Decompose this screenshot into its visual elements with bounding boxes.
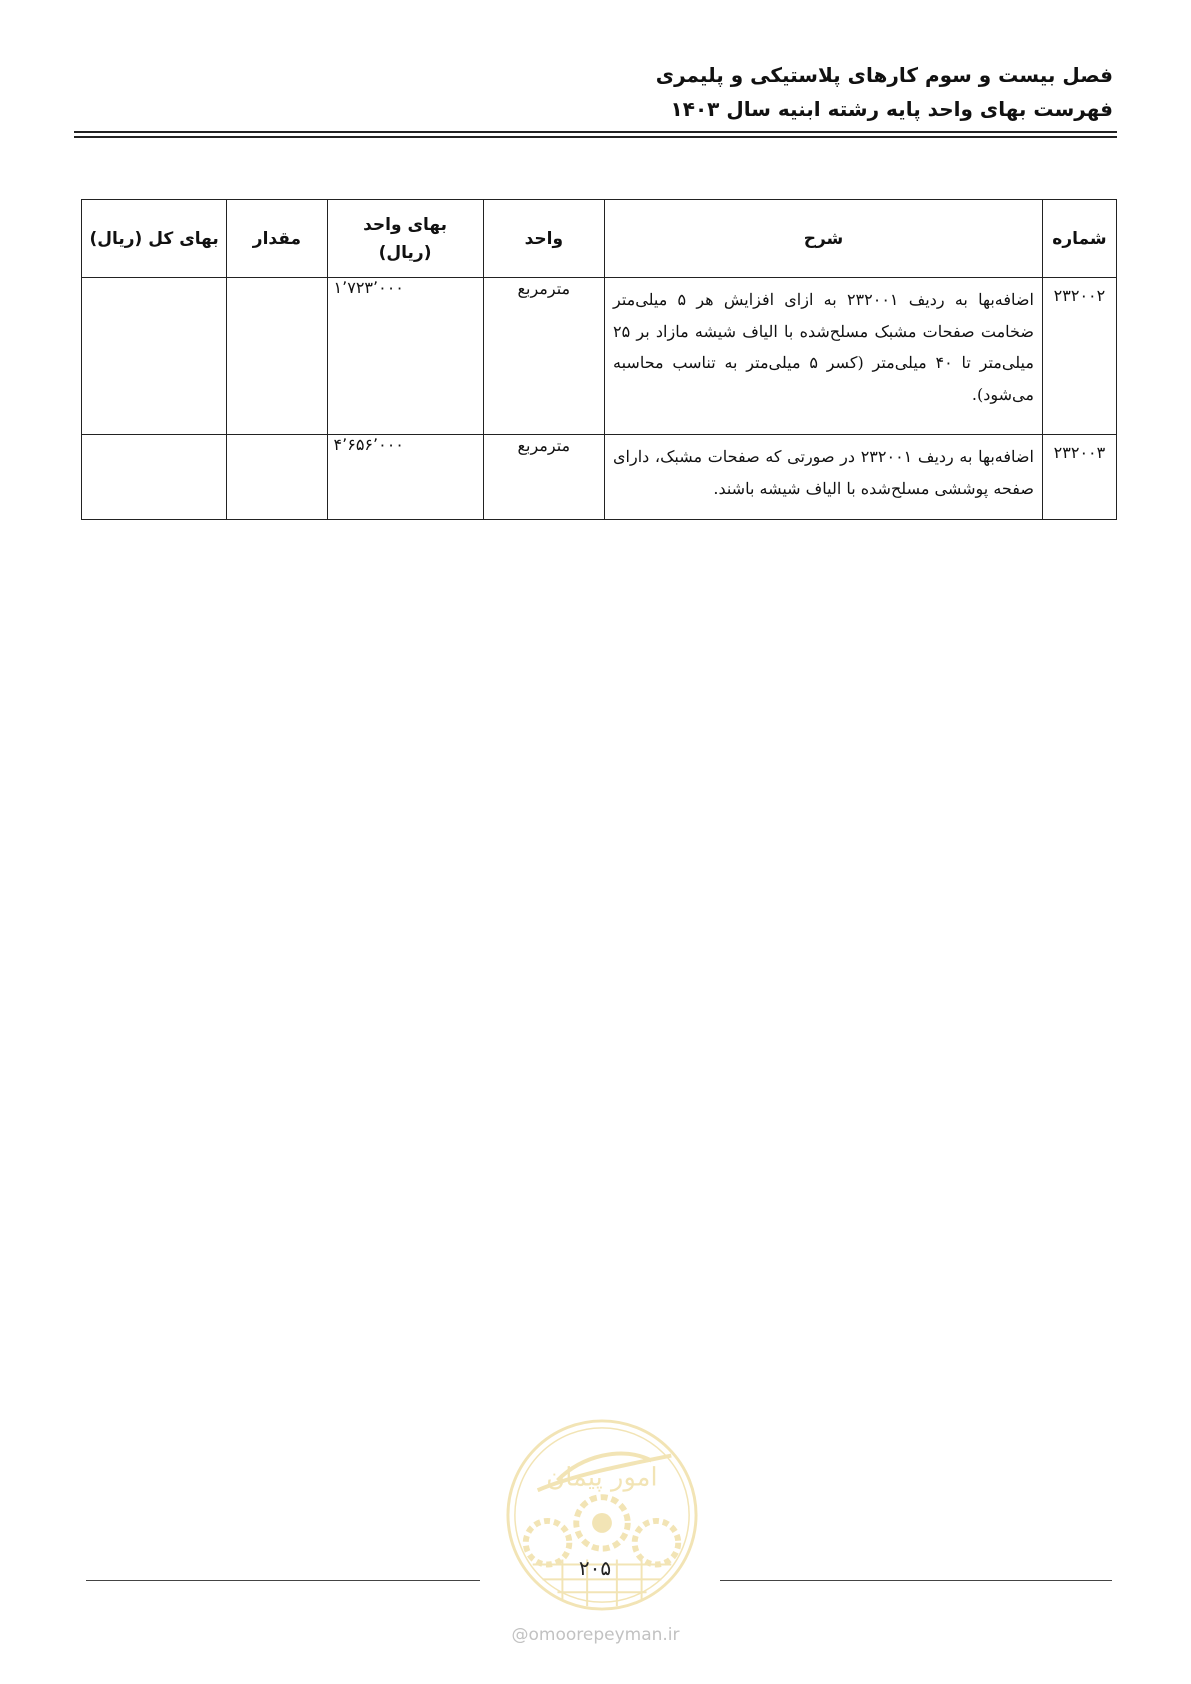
row-description: اضافه‌بها به ردیف ۲۳۲۰۰۱ به ازای افزایش هر ۵ میلی‌متر ضخامت صفحات مشبک مسلح‌شده با الیاف شیشه مازاد بر ۲۵ میلی‌متر تا ۴۰ میلی‌متر (کسر ۵ میلی‌متر به تناسب محاسبه می‌شود). [605,278,1043,435]
chapter-title: فصل بیست و سوم کارهای پلاستیکی و پلیمری [655,63,1113,87]
page-number: ۲۰۵ [578,1556,612,1580]
row-unit: مترمربع [483,435,604,520]
unit-price-label: بهای واحد [363,214,448,235]
table-row [82,278,1117,435]
col-header-unit-price [327,200,483,278]
row-total [82,435,227,520]
row-code: ۲۳۲۰۰۳ [1042,435,1116,520]
row-total [82,278,227,435]
row-code: ۲۳۲۰۰۲ [1042,278,1116,435]
price-list-title: فهرست بهای واحد پایه رشته ابنیه سال ۱۴۰۳ [670,97,1113,121]
footer-rule-right [720,1580,1112,1581]
price-table [81,199,1117,520]
col-header-description: شرح [605,200,1043,278]
col-header-code: شماره [1042,200,1116,278]
col-header-quantity: مقدار [227,200,327,278]
row-quantity [227,435,327,520]
unit-price-currency: (ریال) [378,242,432,263]
header-rule-bottom [74,136,1117,138]
table-header-row [82,200,1117,278]
footer-rule-left [86,1580,480,1581]
col-header-total: بهای کل (ریال) [82,200,227,278]
row-unit-price: ۱٬۷۲۳٬۰۰۰ [327,278,483,435]
row-description: اضافه‌بها به ردیف ۲۳۲۰۰۱ در صورتی که صفحات مشبک، دارای صفحه پوششی مسلح‌شده با الیاف شیشه باشند. [605,435,1043,520]
row-quantity [227,278,327,435]
row-unit: مترمربع [483,278,604,435]
footer-website: @omoorepeyman.ir [511,1625,680,1645]
col-header-unit: واحد [483,200,604,278]
header-rule-top [74,131,1117,133]
watermark-logo [503,1416,701,1614]
table-row [82,435,1117,520]
page-header [656,58,1113,126]
row-unit-price: ۴٬۶۵۶٬۰۰۰ [327,435,483,520]
watermark-text: امور پیمان [546,1462,658,1493]
